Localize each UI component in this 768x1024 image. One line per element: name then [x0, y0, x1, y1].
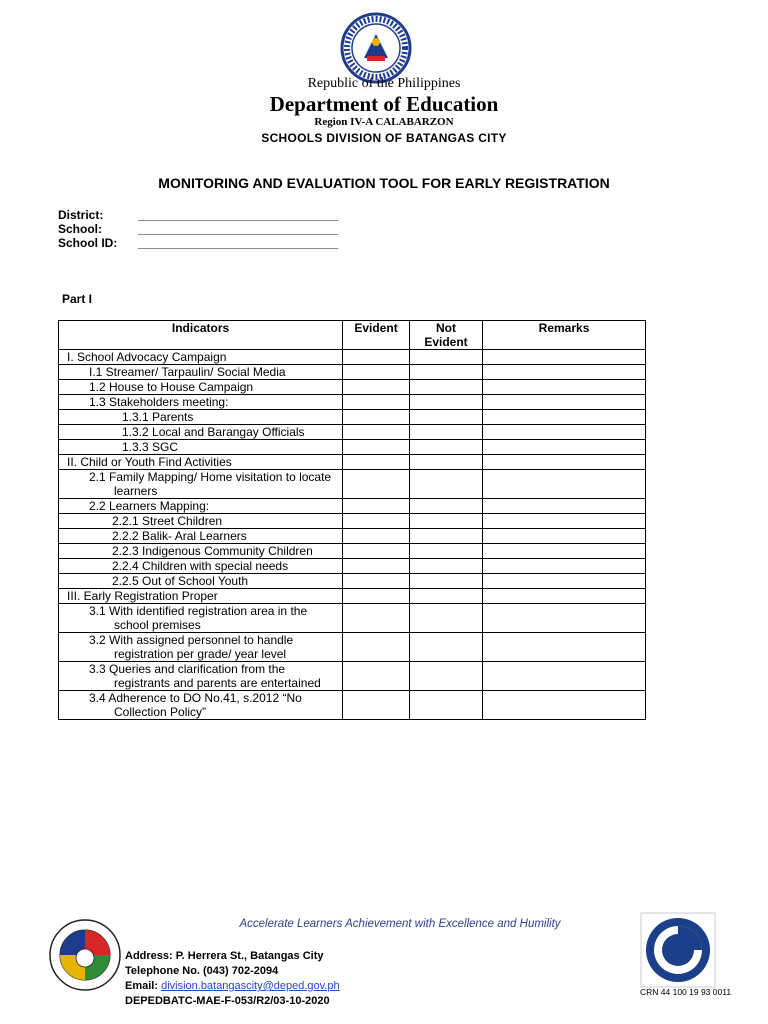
- header-not-evident: Not Evident: [409, 321, 482, 350]
- crn-number: CRN 44 100 19 93 0011: [640, 987, 732, 997]
- evident-cell[interactable]: [343, 559, 410, 574]
- indicator-cell: 1.3.1 Parents: [59, 410, 343, 425]
- indicator-text: 3.4 Adherence to DO No.41, s.2012 “No Collection Policy”: [89, 691, 302, 719]
- indicator-cell: III. Early Registration Proper: [59, 589, 343, 604]
- part-label: Part I: [62, 292, 93, 306]
- indicator-cell: [59, 544, 343, 559]
- table-row: [59, 529, 646, 544]
- evident-cell[interactable]: [343, 380, 410, 395]
- indicator-text: 3.1 With identified registration area in the school premises: [89, 604, 308, 632]
- remarks-cell[interactable]: [483, 691, 646, 720]
- school-id-label: School ID:: [58, 236, 118, 250]
- remarks-cell[interactable]: [483, 425, 646, 440]
- school-id-field[interactable]: [58, 236, 348, 250]
- table-row: [59, 365, 646, 380]
- division-heading: SCHOOLS DIVISION OF BATANGAS CITY: [261, 131, 507, 145]
- document-title: MONITORING AND EVALUATION TOOL FOR EARLY REGISTRATION: [158, 175, 610, 191]
- not-evident-cell[interactable]: [409, 380, 482, 395]
- indicator-cell: I. School Advocacy Campaign: [59, 350, 343, 365]
- evident-cell[interactable]: [343, 514, 410, 529]
- table-row: [59, 395, 646, 410]
- not-evident-cell[interactable]: [409, 425, 482, 440]
- remarks-cell[interactable]: [483, 529, 646, 544]
- remarks-cell[interactable]: [483, 633, 646, 662]
- contact-block: [125, 949, 340, 1009]
- remarks-cell[interactable]: [483, 514, 646, 529]
- email-row: [125, 979, 340, 994]
- table-row: [59, 691, 646, 720]
- remarks-cell[interactable]: [483, 574, 646, 589]
- evident-cell[interactable]: [343, 395, 410, 410]
- indicator-cell: [59, 470, 343, 499]
- table-row: [59, 662, 646, 691]
- republic-heading: Republic of the Philippines: [307, 76, 461, 91]
- form-code-text: DEPEDBATC-MAE-F-053/R2/03-10-2020: [125, 995, 330, 1007]
- not-evident-cell[interactable]: [409, 514, 482, 529]
- email-link[interactable]: division.batangascity@deped.gov.ph: [161, 980, 340, 992]
- indicator-cell: 2.2.5 Out of School Youth: [59, 574, 343, 589]
- table-row: [59, 425, 646, 440]
- not-evident-cell[interactable]: [409, 499, 482, 514]
- region-heading: Region IV-A CALABARZON: [314, 116, 454, 128]
- table-row: [59, 589, 646, 604]
- motto-text: Accelerate Learners Achievement with Excellence and Humility: [239, 918, 561, 930]
- not-evident-cell[interactable]: [409, 691, 482, 720]
- table-row: [59, 350, 646, 365]
- not-evident-cell[interactable]: [409, 410, 482, 425]
- remarks-cell[interactable]: [483, 350, 646, 365]
- not-evident-cell[interactable]: [409, 529, 482, 544]
- table-header-row: [59, 321, 646, 350]
- evident-cell[interactable]: [343, 662, 410, 691]
- table-row: [59, 410, 646, 425]
- table-row: [59, 440, 646, 455]
- not-evident-cell[interactable]: [409, 544, 482, 559]
- not-evident-cell[interactable]: [409, 662, 482, 691]
- evident-cell[interactable]: [343, 440, 410, 455]
- evident-cell[interactable]: [343, 350, 410, 365]
- table-row: [59, 470, 646, 499]
- indicator-text: 2.2.3 Indigenous Community Children: [112, 544, 313, 558]
- indicator-cell: [59, 604, 343, 633]
- not-evident-cell[interactable]: [409, 350, 482, 365]
- indicator-cell: 1.2 House to House Campaign: [59, 380, 343, 395]
- indicator-cell: 1.3 Stakeholders meeting:: [59, 395, 343, 410]
- indicator-cell: [59, 662, 343, 691]
- indicator-cell: I.1 Streamer/ Tarpaulin/ Social Media: [59, 365, 343, 380]
- deped-seal-icon: [337, 12, 415, 84]
- evident-cell[interactable]: [343, 455, 410, 470]
- not-evident-cell[interactable]: [409, 455, 482, 470]
- not-evident-cell[interactable]: [409, 604, 482, 633]
- evident-cell[interactable]: [343, 499, 410, 514]
- remarks-cell[interactable]: [483, 559, 646, 574]
- not-evident-cell[interactable]: [409, 574, 482, 589]
- evident-cell[interactable]: [343, 691, 410, 720]
- indicator-cell: II. Child or Youth Find Activities: [59, 455, 343, 470]
- remarks-cell[interactable]: [483, 395, 646, 410]
- remarks-cell[interactable]: [483, 589, 646, 604]
- remarks-cell[interactable]: [483, 455, 646, 470]
- evident-cell[interactable]: [343, 470, 410, 499]
- indicator-cell: 2.2.1 Street Children: [59, 514, 343, 529]
- telephone-text: Telephone No. (043) 702-2094: [125, 965, 279, 977]
- table-row: [59, 499, 646, 514]
- remarks-cell[interactable]: [483, 410, 646, 425]
- not-evident-cell[interactable]: [409, 365, 482, 380]
- remarks-cell[interactable]: [483, 365, 646, 380]
- indicators-table: [58, 320, 646, 720]
- not-evident-cell[interactable]: [409, 395, 482, 410]
- email-label: Email:: [125, 980, 162, 992]
- evident-cell[interactable]: [343, 410, 410, 425]
- indicator-cell: 1.3.2 Local and Barangay Officials: [59, 425, 343, 440]
- indicator-cell: [59, 691, 343, 720]
- remarks-cell[interactable]: [483, 544, 646, 559]
- evident-cell[interactable]: [343, 574, 410, 589]
- sdo-batangas-logo-icon: [48, 918, 122, 992]
- evident-cell[interactable]: [343, 633, 410, 662]
- tuv-nord-iso-badge-icon: [640, 912, 716, 988]
- indicator-cell: 1.3.3 SGC: [59, 440, 343, 455]
- header-evident: Evident: [343, 321, 410, 350]
- header-indicators: Indicators: [59, 321, 343, 350]
- evident-cell[interactable]: [343, 365, 410, 380]
- evident-cell[interactable]: [343, 544, 410, 559]
- table-row: [59, 544, 646, 559]
- table-row: [59, 514, 646, 529]
- address-text: Address: P. Herrera St., Batangas City: [125, 950, 324, 962]
- district-field[interactable]: [58, 208, 348, 222]
- indicator-text: 3.3 Queries and clarification from the registrants and parents are entertained: [89, 662, 321, 690]
- info-fields: [58, 208, 348, 250]
- department-heading: Department of Education: [269, 92, 499, 116]
- indicator-cell: [59, 633, 343, 662]
- remarks-cell[interactable]: [483, 380, 646, 395]
- remarks-cell[interactable]: [483, 440, 646, 455]
- school-label: School:: [58, 222, 102, 236]
- indicator-text: 2.1 Family Mapping/ Home visitation to locate learners: [89, 470, 332, 498]
- not-evident-cell[interactable]: [409, 470, 482, 499]
- evident-cell[interactable]: [343, 425, 410, 440]
- remarks-cell[interactable]: [483, 470, 646, 499]
- school-line: ______________________________: [138, 222, 339, 236]
- district-line: ______________________________: [138, 208, 339, 222]
- indicator-cell: 2.2 Learners Mapping:: [59, 499, 343, 514]
- indicator-cell: 2.2.2 Balik- Aral Learners: [59, 529, 343, 544]
- table-row: [59, 380, 646, 395]
- district-label: District:: [58, 208, 104, 222]
- indicator-text: 3.2 With assigned personnel to handle registration per grade/ year level: [89, 633, 294, 661]
- remarks-cell[interactable]: [483, 499, 646, 514]
- table-row: [59, 633, 646, 662]
- not-evident-cell[interactable]: [409, 440, 482, 455]
- table-row: [59, 604, 646, 633]
- remarks-cell[interactable]: [483, 662, 646, 691]
- table-row: [59, 574, 646, 589]
- header-remarks: Remarks: [483, 321, 646, 350]
- evident-cell[interactable]: [343, 529, 410, 544]
- school-id-line: ______________________________: [138, 236, 339, 250]
- school-field[interactable]: [58, 222, 348, 236]
- remarks-cell[interactable]: [483, 604, 646, 633]
- indicator-cell: 2.2.4 Children with special needs: [59, 559, 343, 574]
- table-row: [59, 559, 646, 574]
- not-evident-cell[interactable]: [409, 559, 482, 574]
- evident-cell[interactable]: [343, 589, 410, 604]
- not-evident-cell[interactable]: [409, 633, 482, 662]
- table-row: [59, 455, 646, 470]
- evident-cell[interactable]: [343, 604, 410, 633]
- not-evident-cell[interactable]: [409, 589, 482, 604]
